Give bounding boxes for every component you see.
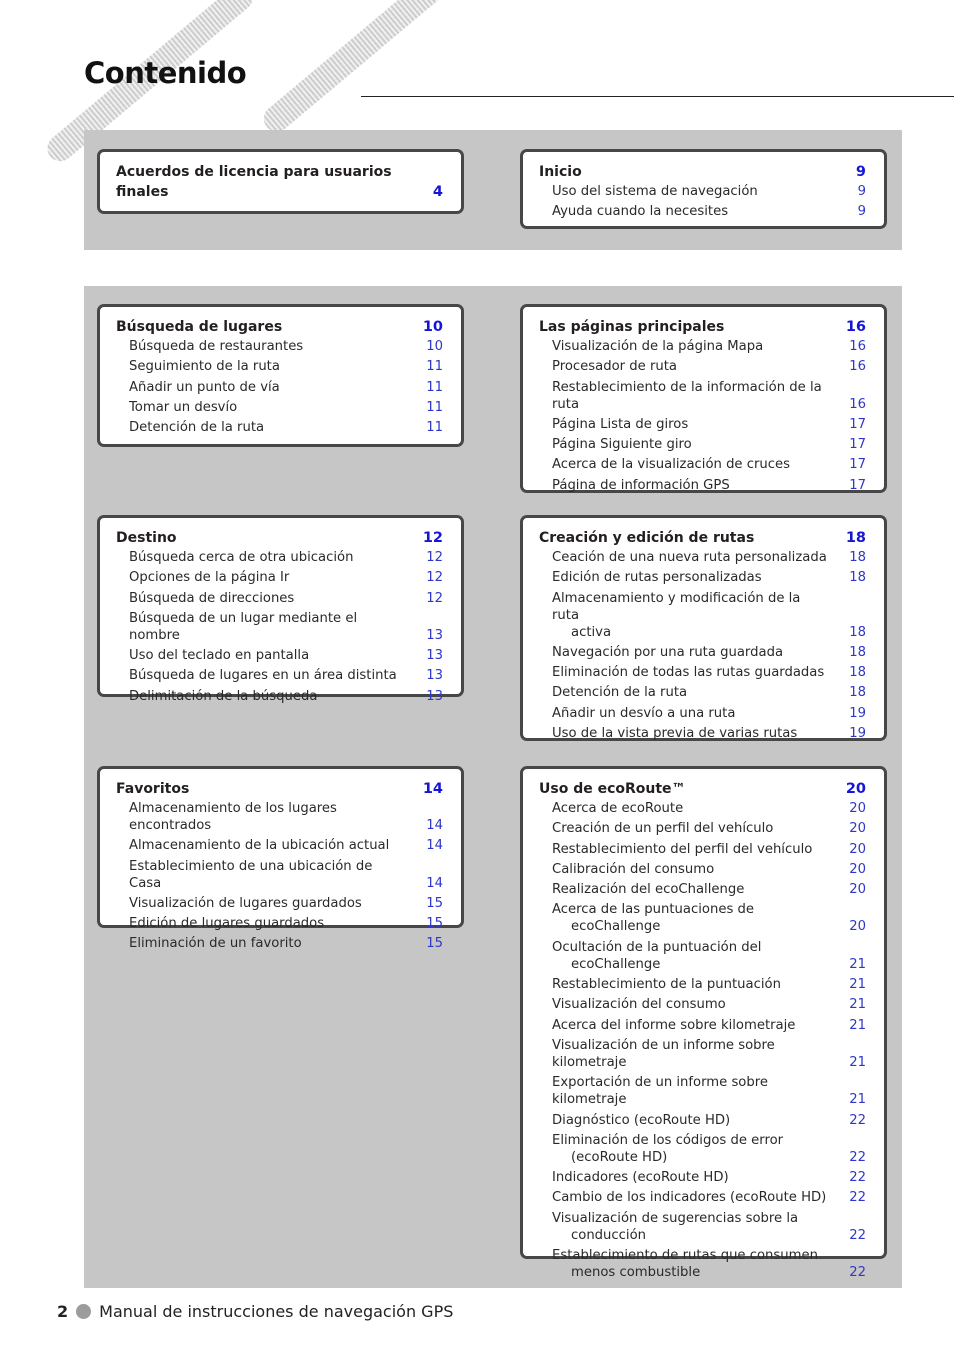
toc-entry-label [552, 939, 761, 973]
toc-entry[interactable] [539, 358, 866, 375]
toc-entry-page: 17 [849, 416, 866, 432]
toc-section-inicio [520, 149, 887, 229]
toc-entry-text: Búsqueda de restaurantes [129, 339, 304, 354]
toc-entry-label [552, 1017, 795, 1034]
toc-entry-page: 20 [849, 882, 866, 898]
toc-entry[interactable] [116, 837, 443, 854]
toc-entry[interactable] [539, 644, 866, 661]
toc-entry-label [552, 379, 827, 413]
toc-entry[interactable] [539, 1169, 866, 1186]
toc-entry[interactable] [116, 800, 443, 834]
toc-entry[interactable] [539, 1132, 866, 1166]
toc-entry-text: Edición de rutas personalizadas [552, 570, 762, 586]
section-heading[interactable] [539, 779, 866, 799]
toc-entry-page: 21 [849, 956, 866, 972]
toc-entry-page: 21 [849, 1017, 866, 1033]
toc-entry-label [552, 996, 726, 1013]
toc-entry-page: 11 [426, 399, 443, 415]
toc-entry-text: Procesador de ruta [552, 359, 677, 375]
toc-entry-page: 21 [849, 977, 866, 993]
toc-entry-label [129, 837, 389, 854]
toc-section-destino [97, 515, 464, 704]
section-heading[interactable] [116, 528, 443, 548]
toc-entry-page: 12 [426, 570, 443, 586]
toc-section-ecoroute [520, 766, 887, 1281]
toc-section-paginas [520, 304, 887, 493]
toc-entry-text: Detención de la ruta [552, 685, 688, 701]
toc-entry[interactable] [116, 858, 443, 892]
toc-entry-page: 14 [426, 838, 443, 854]
toc-entry-label [552, 1037, 827, 1071]
toc-entry-text: Acerca del informe sobre kilometraje [552, 1017, 796, 1033]
toc-section-creacion [520, 515, 887, 741]
tire-track-decoration [259, 0, 452, 137]
toc-entry-text: Creación de un perfil del vehículo [552, 821, 774, 837]
toc-entry[interactable] [539, 705, 866, 722]
toc-entry-text: Delimitación de la búsqueda [129, 688, 318, 704]
toc-entry-text: Calibración del consumo [552, 861, 715, 877]
toc-entry[interactable] [539, 416, 866, 433]
toc-entry-text: Almacenamiento y modificación de la ruta [552, 590, 801, 623]
bullet-icon [76, 1304, 91, 1319]
toc-entry-text: Exportación de un informe sobre kilometraje [552, 1075, 768, 1108]
toc-entry-label [129, 800, 404, 834]
toc-entry-text: Ceación de una nueva ruta personalizada [552, 550, 827, 565]
toc-entry-label [552, 203, 728, 220]
toc-entry-label [129, 338, 303, 355]
toc-entry[interactable] [116, 610, 443, 644]
toc-entry-page: 22 [849, 1149, 866, 1165]
section-title: Uso de ecoRoute™ [539, 781, 686, 797]
toc-entry[interactable] [539, 1037, 866, 1071]
toc-entry-text: Almacenamiento de los lugares encontrados [129, 801, 337, 833]
toc-entry-page: 13 [426, 627, 443, 643]
toc-entry-page: 11 [426, 379, 443, 395]
toc-entry[interactable] [539, 841, 866, 858]
toc-entry[interactable] [116, 915, 443, 932]
toc-entry[interactable] [539, 901, 866, 935]
toc-entry-text: Seguimiento de la ruta [129, 359, 280, 375]
toc-entry-text: Visualización de un informe sobre kilometraje [552, 1037, 775, 1070]
toc-entry-text: Búsqueda de lugares en un área distinta [129, 668, 397, 684]
toc-entry-page: 17 [849, 457, 866, 473]
toc-entry-page: 9 [857, 184, 866, 199]
section-heading[interactable] [539, 528, 866, 548]
toc-entry-label [552, 664, 824, 681]
toc-entry-label [129, 419, 264, 436]
toc-entry-label [552, 901, 754, 935]
toc-entry-text: Uso del sistema de navegación [552, 184, 758, 199]
toc-entry-page: 22 [849, 1227, 866, 1243]
toc-entry-label [129, 549, 353, 566]
toc-entry-page: 21 [849, 1092, 866, 1108]
toc-entry-text: Ayuda cuando la necesites [552, 204, 729, 220]
toc-entry-label [552, 1169, 729, 1186]
toc-entry-label [129, 569, 289, 586]
toc-entry-label [552, 976, 781, 993]
toc-entry-page: 15 [426, 916, 443, 932]
toc-entry[interactable] [539, 549, 866, 566]
toc-entry-continuation: ecoChallenge [571, 956, 661, 972]
toc-entry-page: 15 [426, 895, 443, 911]
toc-entry[interactable] [539, 379, 866, 413]
toc-entry-label [552, 1189, 826, 1206]
toc-section-favoritos [97, 766, 464, 952]
toc-entry-label [129, 858, 404, 892]
toc-entry-page: 13 [426, 688, 443, 704]
section-page-number: 4 [432, 184, 443, 200]
toc-entry-label [552, 841, 812, 858]
toc-entry-label [552, 456, 790, 473]
toc-entry-text: Tomar un desvío [129, 399, 238, 415]
toc-entry[interactable] [539, 1017, 866, 1034]
toc-entry-page: 18 [849, 550, 866, 565]
section-heading[interactable] [539, 317, 866, 337]
toc-entry-label [552, 183, 758, 200]
section-page-number: 18 [845, 530, 866, 546]
toc-entry-text: Restablecimiento de la información de la ruta [552, 379, 822, 412]
toc-entry-text: Página Lista de giros [552, 416, 689, 432]
toc-entry-page: 18 [849, 685, 866, 701]
toc-entry[interactable] [116, 647, 443, 664]
toc-entry-label [129, 358, 280, 375]
toc-entry-page: 20 [849, 919, 866, 935]
toc-entry[interactable] [539, 436, 866, 453]
toc-entry[interactable] [539, 590, 866, 641]
toc-entry-page: 18 [849, 570, 866, 586]
toc-entry[interactable] [539, 1247, 866, 1281]
toc-entry[interactable] [539, 996, 866, 1013]
toc-entry-page: 12 [426, 550, 443, 565]
page-title: Contenido [84, 56, 247, 90]
footer-page-number: 2 [57, 1302, 69, 1321]
toc-entry-text: Cambio de los indicadores (ecoRoute HD) [552, 1190, 827, 1206]
toc-entry-page: 11 [426, 359, 443, 375]
toc-entry[interactable] [116, 358, 443, 375]
toc-entry-label [552, 861, 714, 878]
toc-entry[interactable] [539, 477, 866, 494]
section-page-number: 9 [855, 164, 866, 180]
toc-entry-label [129, 895, 362, 912]
toc-entry[interactable] [116, 667, 443, 684]
toc-entry[interactable] [116, 549, 443, 566]
toc-entry-text: Búsqueda cerca de otra ubicación [129, 550, 354, 565]
toc-entry-page: 18 [849, 644, 866, 660]
toc-entry-text: Búsqueda de direcciones [129, 590, 295, 606]
toc-entry-text: Acerca de la visualización de cruces [552, 457, 791, 473]
toc-entry-label [552, 338, 763, 355]
toc-entry-page: 13 [426, 668, 443, 684]
toc-entry-page: 15 [426, 936, 443, 952]
toc-entry-text: Opciones de la página Ir [129, 570, 290, 586]
toc-entry-label [552, 1247, 818, 1281]
section-heading[interactable] [116, 317, 443, 337]
toc-entry[interactable] [116, 590, 443, 607]
toc-entry[interactable] [539, 1210, 866, 1244]
toc-entry[interactable] [116, 569, 443, 586]
section-title: Creación y edición de rutas [539, 530, 755, 546]
toc-entry-page: 21 [849, 1054, 866, 1070]
toc-entry[interactable] [116, 895, 443, 912]
toc-entry-page: 19 [849, 726, 866, 742]
toc-entry-page: 22 [849, 1170, 866, 1186]
toc-entry-label [552, 1074, 827, 1108]
toc-entry-page: 16 [849, 359, 866, 375]
toc-entry-page: 20 [849, 841, 866, 857]
toc-entry-label [552, 416, 688, 433]
toc-entry-page: 21 [849, 997, 866, 1013]
toc-entry-text: Visualización del consumo [552, 997, 726, 1013]
toc-entry-text: Visualización de sugerencias sobre la [552, 1210, 799, 1226]
toc-entry-text: Restablecimiento del perfil del vehículo [552, 841, 813, 857]
toc-entry-label [552, 684, 687, 701]
section-page-number: 16 [845, 319, 866, 335]
toc-entry-label [552, 549, 827, 566]
toc-entry[interactable] [116, 379, 443, 396]
toc-entry-label [129, 915, 324, 932]
toc-entry-page: 16 [849, 396, 866, 412]
section-title: Favoritos [116, 781, 190, 797]
toc-entry-page: 14 [426, 875, 443, 891]
toc-entry-page: 12 [426, 590, 443, 606]
toc-entry-continuation: conducción [571, 1227, 646, 1243]
toc-entry-text: Establecimiento de rutas que consumen [552, 1248, 818, 1264]
toc-entry[interactable] [539, 664, 866, 681]
toc-entry-text: Uso del teclado en pantalla [129, 648, 310, 664]
toc-entry[interactable] [539, 183, 866, 200]
title-rule [361, 96, 954, 97]
toc-entry-page: 17 [849, 437, 866, 453]
section-title: Búsqueda de lugares [116, 319, 283, 335]
toc-entry[interactable] [116, 338, 443, 355]
toc-entry-text: Realización del ecoChallenge [552, 882, 745, 898]
toc-entry-page: 19 [849, 705, 866, 721]
toc-entry-page: 10 [426, 339, 443, 354]
section-page-number: 10 [422, 319, 443, 335]
toc-entry-text: Detención de la ruta [129, 420, 265, 436]
toc-entry-page: 13 [426, 648, 443, 664]
toc-entry-text: Restablecimiento de la puntuación [552, 977, 781, 993]
toc-entry-page: 20 [849, 801, 866, 816]
toc-entry-page: 18 [849, 665, 866, 681]
toc-entry-label [129, 379, 280, 396]
toc-entry[interactable] [539, 800, 866, 817]
toc-entry-text: Indicadores (ecoRoute HD) [552, 1170, 729, 1186]
toc-entry-page: 17 [849, 477, 866, 493]
section-title: Acuerdos de licencia para usuarios finales [116, 164, 392, 200]
toc-entry[interactable] [539, 1112, 866, 1129]
toc-entry-label [552, 705, 735, 722]
toc-entry-page: 16 [849, 339, 866, 354]
toc-entry-page: 14 [426, 818, 443, 833]
toc-entry[interactable] [116, 688, 443, 705]
toc-entry-continuation: (ecoRoute HD) [571, 1149, 668, 1165]
section-page-number: 14 [422, 781, 443, 797]
toc-entry-label [129, 399, 237, 416]
toc-entry-label [129, 610, 404, 644]
toc-entry[interactable] [539, 203, 866, 220]
toc-entry-label [129, 688, 317, 705]
toc-entry-label [552, 477, 730, 494]
toc-entry-text: Navegación por una ruta guardada [552, 644, 784, 660]
toc-entry-label [129, 647, 309, 664]
toc-entry-label [552, 1210, 798, 1244]
toc-entry-label [552, 1112, 730, 1129]
toc-entry-page: 22 [849, 1265, 866, 1281]
toc-entry-text: Visualización de lugares guardados [129, 895, 362, 911]
toc-entry-label [552, 800, 683, 817]
toc-entry-text: Uso de la vista previa de varias rutas [552, 726, 798, 742]
toc-entry-page: 20 [849, 821, 866, 837]
section-heading[interactable] [116, 779, 443, 799]
toc-entry-label [129, 935, 302, 952]
toc-entry-text: Añadir un desvío a una ruta [552, 705, 736, 721]
toc-entry[interactable] [539, 861, 866, 878]
toc-entry-text: Acerca de las puntuaciones de [552, 902, 754, 918]
toc-entry-text: Edición de lugares guardados [129, 916, 325, 932]
toc-entry-label [552, 1132, 783, 1166]
toc-entry-text: Añadir un punto de vía [129, 379, 280, 395]
toc-section-licencia [97, 149, 464, 214]
section-page-number: 12 [422, 530, 443, 546]
toc-entry[interactable] [539, 338, 866, 355]
toc-entry-page: 11 [426, 420, 443, 436]
toc-entry[interactable] [539, 976, 866, 993]
toc-entry-label [552, 569, 762, 586]
section-title: Destino [116, 530, 177, 546]
toc-entry-page: 18 [849, 624, 866, 640]
page-footer [57, 1302, 453, 1321]
toc-entry-label [129, 590, 294, 607]
toc-entry[interactable] [116, 399, 443, 416]
toc-entry[interactable] [116, 419, 443, 436]
section-heading[interactable] [539, 162, 866, 182]
toc-entry[interactable] [539, 569, 866, 586]
toc-entry[interactable] [539, 1074, 866, 1108]
toc-entry-continuation: activa [571, 624, 612, 640]
toc-entry-page: 9 [857, 204, 866, 220]
toc-entry-text: Acerca de ecoRoute [552, 801, 684, 816]
toc-entry[interactable] [116, 935, 443, 952]
toc-entry[interactable] [539, 939, 866, 973]
toc-entry-label [552, 725, 797, 742]
toc-entry-text: Página de información GPS [552, 477, 730, 493]
section-page-number: 20 [845, 781, 866, 797]
toc-entry-text: Establecimiento de una ubicación de Casa [129, 858, 373, 891]
toc-entry-label [552, 358, 677, 375]
toc-entry-text: Diagnóstico (ecoRoute HD) [552, 1112, 731, 1128]
toc-entry[interactable] [539, 725, 866, 742]
toc-entry-continuation: menos combustible [571, 1265, 701, 1281]
toc-entry[interactable] [539, 881, 866, 898]
toc-entry-text: Eliminación de todas las rutas guardadas [552, 665, 825, 681]
toc-entry[interactable] [539, 820, 866, 837]
toc-entry-text: Eliminación de un favorito [129, 936, 302, 952]
toc-section-busqueda [97, 304, 464, 447]
section-title: Las páginas principales [539, 319, 725, 335]
footer-manual-title: Manual de instrucciones de navegación GPS [99, 1302, 454, 1321]
toc-entry-page: 22 [849, 1190, 866, 1206]
toc-entry-text: Ocultación de la puntuación del [552, 939, 762, 955]
toc-entry-page: 22 [849, 1112, 866, 1128]
toc-entry[interactable] [539, 1189, 866, 1206]
section-heading[interactable] [116, 162, 443, 202]
toc-entry-label [552, 820, 773, 837]
toc-entry-label [552, 590, 827, 641]
toc-entry-text: Página Siguiente giro [552, 437, 692, 453]
section-title: Inicio [539, 164, 582, 180]
toc-entry-label [129, 667, 397, 684]
toc-entry-page: 20 [849, 861, 866, 877]
toc-entry-continuation: ecoChallenge [571, 919, 661, 935]
toc-entry-text: Eliminación de los códigos de error [552, 1132, 784, 1148]
toc-entry-label [552, 644, 783, 661]
toc-entry[interactable] [539, 684, 866, 701]
toc-entry-label [552, 436, 692, 453]
toc-entry-text: Búsqueda de un lugar mediante el nombre [129, 610, 358, 643]
toc-entry-text: Almacenamiento de la ubicación actual [129, 838, 390, 854]
toc-entry-text: Visualización de la página Mapa [552, 339, 764, 354]
toc-entry-label [552, 881, 744, 898]
toc-entry[interactable] [539, 456, 866, 473]
